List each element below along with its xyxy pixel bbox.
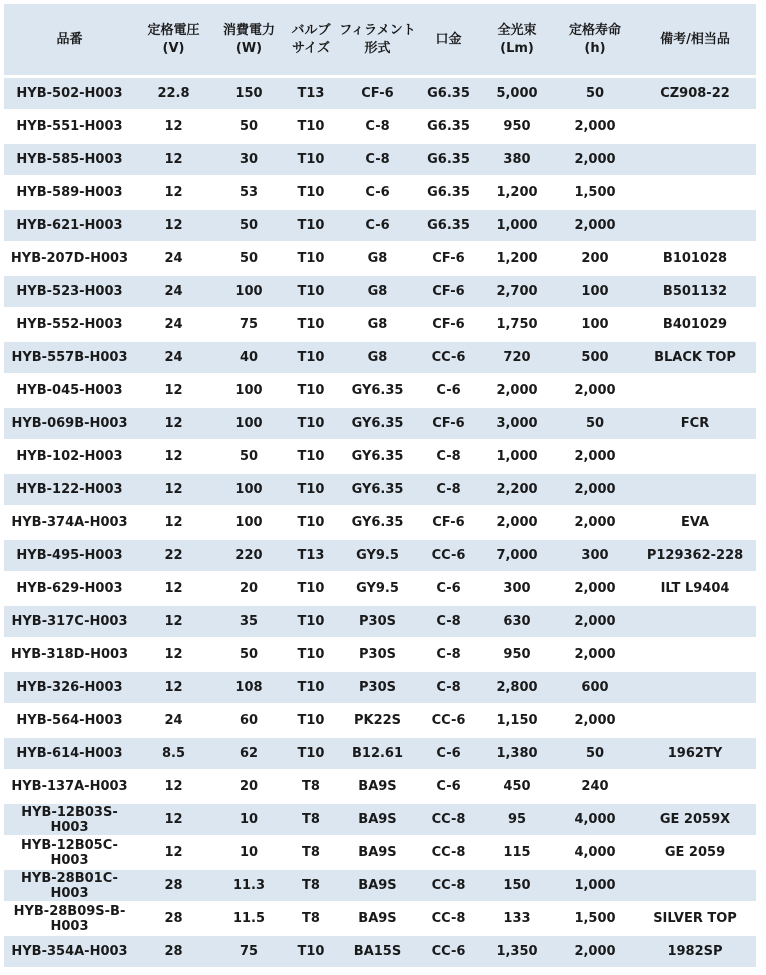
life-cell: 4,000	[556, 803, 634, 836]
filament-cell: P30S	[336, 671, 419, 704]
bulb-size-cell: T10	[286, 242, 336, 275]
part-number-cell: HYB-317C-H003	[4, 605, 135, 638]
table-row	[4, 275, 756, 308]
rated-voltage-cell: 12	[135, 374, 212, 407]
part-number-cell: HYB-069B-H003	[4, 407, 135, 440]
filament-cell: GY6.35	[336, 473, 419, 506]
base-cell: G6.35	[419, 77, 478, 111]
table-row	[4, 110, 756, 143]
lumens-cell: 133	[478, 902, 556, 935]
base-cell: C-6	[419, 770, 478, 803]
part-number-cell: HYB-207D-H003	[4, 242, 135, 275]
lumens-cell: 115	[478, 836, 556, 869]
base-cell: CF-6	[419, 275, 478, 308]
col-header-life	[556, 4, 634, 77]
filament-cell: GY6.35	[336, 440, 419, 473]
bulb-size-cell: T10	[286, 143, 336, 176]
rated-voltage-cell: 24	[135, 242, 212, 275]
base-cell: G6.35	[419, 110, 478, 143]
lumens-cell: 2,000	[478, 506, 556, 539]
notes-cell	[634, 143, 756, 176]
table-body	[4, 77, 756, 969]
lumens-cell: 1,750	[478, 308, 556, 341]
life-cell: 2,000	[556, 374, 634, 407]
rated-voltage-cell: 8.5	[135, 737, 212, 770]
notes-cell: CZ908-22	[634, 77, 756, 111]
life-cell: 100	[556, 308, 634, 341]
power-cell: 50	[212, 638, 286, 671]
base-cell: CF-6	[419, 308, 478, 341]
notes-cell: B101028	[634, 242, 756, 275]
power-cell: 20	[212, 770, 286, 803]
table-header	[4, 4, 756, 77]
spec-table-container	[4, 4, 756, 969]
bulb-size-cell: T10	[286, 374, 336, 407]
bulb-size-cell: T10	[286, 671, 336, 704]
notes-cell	[634, 605, 756, 638]
bulb-size-cell: T8	[286, 836, 336, 869]
life-cell: 2,000	[556, 638, 634, 671]
header-label-line: (Lm)	[500, 40, 534, 56]
table-row	[4, 407, 756, 440]
table-row	[4, 836, 756, 869]
part-number-cell: HYB-551-H003	[4, 110, 135, 143]
life-cell: 50	[556, 737, 634, 770]
power-cell: 10	[212, 836, 286, 869]
base-cell: CC-6	[419, 935, 478, 968]
bulb-size-cell: T10	[286, 935, 336, 968]
bulb-size-cell: T10	[286, 704, 336, 737]
lumens-cell: 2,800	[478, 671, 556, 704]
notes-cell	[634, 209, 756, 242]
header-label-line: フィラメント	[339, 22, 416, 38]
life-cell: 2,000	[556, 110, 634, 143]
part-number-cell: HYB-326-H003	[4, 671, 135, 704]
col-header-rated-voltage	[135, 4, 212, 77]
part-number-cell: HYB-122-H003	[4, 473, 135, 506]
life-cell: 4,000	[556, 836, 634, 869]
filament-cell: P30S	[336, 638, 419, 671]
part-number-cell: HYB-28B01C-H003	[4, 869, 135, 902]
rated-voltage-cell: 22	[135, 539, 212, 572]
lumens-cell: 2,000	[478, 374, 556, 407]
table-row	[4, 473, 756, 506]
header-label-line: (V)	[162, 40, 185, 56]
lumens-cell: 1,380	[478, 737, 556, 770]
part-number-cell: HYB-354A-H003	[4, 935, 135, 968]
part-number-cell: HYB-589-H003	[4, 176, 135, 209]
notes-cell: 1982SP	[634, 935, 756, 968]
lumens-cell: 720	[478, 341, 556, 374]
table-row	[4, 440, 756, 473]
notes-cell: B401029	[634, 308, 756, 341]
lumens-cell: 1,350	[478, 935, 556, 968]
power-cell: 100	[212, 473, 286, 506]
base-cell: C-8	[419, 605, 478, 638]
bulb-size-cell: T10	[286, 638, 336, 671]
rated-voltage-cell: 12	[135, 143, 212, 176]
filament-cell: C-6	[336, 176, 419, 209]
life-cell: 1,000	[556, 869, 634, 902]
header-label-line: 口金	[435, 31, 462, 47]
bulb-size-cell: T8	[286, 902, 336, 935]
table-row	[4, 737, 756, 770]
bulb-size-cell: T10	[286, 275, 336, 308]
power-cell: 220	[212, 539, 286, 572]
power-cell: 108	[212, 671, 286, 704]
part-number-cell: HYB-374A-H003	[4, 506, 135, 539]
notes-cell: P129362-228	[634, 539, 756, 572]
notes-cell	[634, 671, 756, 704]
power-cell: 20	[212, 572, 286, 605]
life-cell: 2,000	[556, 440, 634, 473]
rated-voltage-cell: 28	[135, 869, 212, 902]
part-number-cell: HYB-621-H003	[4, 209, 135, 242]
rated-voltage-cell: 12	[135, 110, 212, 143]
power-cell: 40	[212, 341, 286, 374]
power-cell: 50	[212, 110, 286, 143]
power-cell: 50	[212, 209, 286, 242]
lumens-cell: 1,150	[478, 704, 556, 737]
bulb-spec-table	[4, 4, 756, 969]
bulb-size-cell: T8	[286, 770, 336, 803]
col-header-base	[419, 4, 478, 77]
part-number-cell: HYB-102-H003	[4, 440, 135, 473]
rated-voltage-cell: 28	[135, 935, 212, 968]
table-row	[4, 671, 756, 704]
lumens-cell: 2,200	[478, 473, 556, 506]
life-cell: 1,500	[556, 176, 634, 209]
rated-voltage-cell: 12	[135, 407, 212, 440]
power-cell: 100	[212, 275, 286, 308]
col-header-notes	[634, 4, 756, 77]
notes-cell	[634, 440, 756, 473]
base-cell: CC-6	[419, 539, 478, 572]
bulb-size-cell: T10	[286, 341, 336, 374]
life-cell: 240	[556, 770, 634, 803]
table-row	[4, 506, 756, 539]
header-label-line: (h)	[584, 40, 606, 56]
notes-cell: GE 2059X	[634, 803, 756, 836]
base-cell: CC-6	[419, 704, 478, 737]
filament-cell: C-8	[336, 143, 419, 176]
rated-voltage-cell: 12	[135, 440, 212, 473]
table-row	[4, 341, 756, 374]
notes-cell: EVA	[634, 506, 756, 539]
rated-voltage-cell: 24	[135, 275, 212, 308]
header-label-line: 形式	[364, 40, 391, 56]
table-row	[4, 803, 756, 836]
filament-cell: PK22S	[336, 704, 419, 737]
lumens-cell: 7,000	[478, 539, 556, 572]
power-cell: 75	[212, 935, 286, 968]
table-row	[4, 143, 756, 176]
rated-voltage-cell: 12	[135, 209, 212, 242]
notes-cell	[634, 176, 756, 209]
part-number-cell: HYB-318D-H003	[4, 638, 135, 671]
bulb-size-cell: T10	[286, 110, 336, 143]
header-label-line: 品番	[56, 31, 83, 47]
table-row	[4, 209, 756, 242]
part-number-cell: HYB-137A-H003	[4, 770, 135, 803]
filament-cell: B12.61	[336, 737, 419, 770]
notes-cell: 1962TY	[634, 737, 756, 770]
part-number-cell: HYB-495-H003	[4, 539, 135, 572]
lumens-cell: 950	[478, 638, 556, 671]
filament-cell: BA9S	[336, 869, 419, 902]
life-cell: 50	[556, 77, 634, 111]
part-number-cell: HYB-629-H003	[4, 572, 135, 605]
rated-voltage-cell: 24	[135, 704, 212, 737]
header-label-line: 消費電力	[222, 22, 275, 38]
rated-voltage-cell: 12	[135, 770, 212, 803]
notes-cell	[634, 869, 756, 902]
bulb-size-cell: T10	[286, 407, 336, 440]
base-cell: CF-6	[419, 242, 478, 275]
lumens-cell: 950	[478, 110, 556, 143]
filament-cell: C-6	[336, 209, 419, 242]
part-number-cell: HYB-502-H003	[4, 77, 135, 111]
header-label-line: (W)	[235, 40, 263, 56]
col-header-filament	[336, 4, 419, 77]
rated-voltage-cell: 22.8	[135, 77, 212, 111]
table-row	[4, 374, 756, 407]
notes-cell: ILT L9404	[634, 572, 756, 605]
power-cell: 50	[212, 440, 286, 473]
rated-voltage-cell: 24	[135, 341, 212, 374]
base-cell: C-6	[419, 737, 478, 770]
power-cell: 60	[212, 704, 286, 737]
notes-cell: GE 2059	[634, 836, 756, 869]
filament-cell: BA9S	[336, 902, 419, 935]
lumens-cell: 1,200	[478, 242, 556, 275]
bulb-size-cell: T8	[286, 869, 336, 902]
col-header-part-number	[4, 4, 135, 77]
base-cell: G6.35	[419, 176, 478, 209]
part-number-cell: HYB-585-H003	[4, 143, 135, 176]
bulb-size-cell: T10	[286, 605, 336, 638]
filament-cell: BA15S	[336, 935, 419, 968]
life-cell: 2,000	[556, 209, 634, 242]
filament-cell: BA9S	[336, 836, 419, 869]
rated-voltage-cell: 24	[135, 308, 212, 341]
power-cell: 35	[212, 605, 286, 638]
filament-cell: GY6.35	[336, 506, 419, 539]
power-cell: 11.5	[212, 902, 286, 935]
power-cell: 62	[212, 737, 286, 770]
life-cell: 2,000	[556, 572, 634, 605]
header-label-line: バルブ	[291, 22, 331, 38]
power-cell: 75	[212, 308, 286, 341]
table-row	[4, 605, 756, 638]
rated-voltage-cell: 12	[135, 473, 212, 506]
notes-cell	[634, 110, 756, 143]
life-cell: 2,000	[556, 506, 634, 539]
table-row	[4, 869, 756, 902]
notes-cell: SILVER TOP	[634, 902, 756, 935]
base-cell: C-6	[419, 374, 478, 407]
part-number-cell: HYB-614-H003	[4, 737, 135, 770]
power-cell: 53	[212, 176, 286, 209]
notes-cell	[634, 704, 756, 737]
filament-cell: GY9.5	[336, 539, 419, 572]
power-cell: 100	[212, 374, 286, 407]
notes-cell: B501132	[634, 275, 756, 308]
base-cell: CC-8	[419, 836, 478, 869]
notes-cell	[634, 374, 756, 407]
base-cell: CC-8	[419, 902, 478, 935]
filament-cell: BA9S	[336, 770, 419, 803]
rated-voltage-cell: 12	[135, 605, 212, 638]
base-cell: C-8	[419, 671, 478, 704]
rated-voltage-cell: 12	[135, 572, 212, 605]
base-cell: CF-6	[419, 506, 478, 539]
life-cell: 2,000	[556, 473, 634, 506]
part-number-cell: HYB-523-H003	[4, 275, 135, 308]
lumens-cell: 1,200	[478, 176, 556, 209]
col-header-power	[212, 4, 286, 77]
base-cell: C-8	[419, 638, 478, 671]
table-row	[4, 638, 756, 671]
filament-cell: G8	[336, 341, 419, 374]
base-cell: C-8	[419, 440, 478, 473]
rated-voltage-cell: 12	[135, 671, 212, 704]
bulb-size-cell: T10	[286, 737, 336, 770]
bulb-size-cell: T10	[286, 209, 336, 242]
part-number-cell: HYB-045-H003	[4, 374, 135, 407]
filament-cell: GY6.35	[336, 407, 419, 440]
power-cell: 100	[212, 506, 286, 539]
life-cell: 50	[556, 407, 634, 440]
power-cell: 100	[212, 407, 286, 440]
life-cell: 2,000	[556, 704, 634, 737]
col-header-bulb-size	[286, 4, 336, 77]
filament-cell: G8	[336, 275, 419, 308]
filament-cell: G8	[336, 308, 419, 341]
life-cell: 200	[556, 242, 634, 275]
base-cell: G6.35	[419, 143, 478, 176]
lumens-cell: 1,000	[478, 440, 556, 473]
lumens-cell: 2,700	[478, 275, 556, 308]
lumens-cell: 5,000	[478, 77, 556, 111]
filament-cell: P30S	[336, 605, 419, 638]
power-cell: 10	[212, 803, 286, 836]
bulb-size-cell: T10	[286, 473, 336, 506]
filament-cell: C-8	[336, 110, 419, 143]
base-cell: C-8	[419, 473, 478, 506]
table-row	[4, 572, 756, 605]
notes-cell	[634, 638, 756, 671]
notes-cell: FCR	[634, 407, 756, 440]
power-cell: 11.3	[212, 869, 286, 902]
base-cell: G6.35	[419, 209, 478, 242]
lumens-cell: 300	[478, 572, 556, 605]
lumens-cell: 95	[478, 803, 556, 836]
part-number-cell: HYB-28B09S-B-H003	[4, 902, 135, 935]
life-cell: 600	[556, 671, 634, 704]
table-row	[4, 935, 756, 968]
rated-voltage-cell: 28	[135, 902, 212, 935]
header-label-line: 備考/相当品	[660, 31, 730, 47]
life-cell: 2,000	[556, 605, 634, 638]
col-header-lumens	[478, 4, 556, 77]
header-label-line: 定格電圧	[147, 22, 200, 38]
table-row	[4, 770, 756, 803]
header-row	[4, 4, 756, 77]
notes-cell	[634, 770, 756, 803]
power-cell: 30	[212, 143, 286, 176]
part-number-cell: HYB-12B03S-H003	[4, 803, 135, 836]
base-cell: CC-6	[419, 341, 478, 374]
base-cell: CF-6	[419, 407, 478, 440]
rated-voltage-cell: 12	[135, 836, 212, 869]
notes-cell	[634, 473, 756, 506]
bulb-size-cell: T10	[286, 440, 336, 473]
filament-cell: GY9.5	[336, 572, 419, 605]
filament-cell: GY6.35	[336, 374, 419, 407]
table-row	[4, 77, 756, 111]
life-cell: 500	[556, 341, 634, 374]
rated-voltage-cell: 12	[135, 176, 212, 209]
filament-cell: G8	[336, 242, 419, 275]
lumens-cell: 3,000	[478, 407, 556, 440]
table-row	[4, 176, 756, 209]
base-cell: CC-8	[419, 869, 478, 902]
bulb-size-cell: T13	[286, 539, 336, 572]
lumens-cell: 630	[478, 605, 556, 638]
lumens-cell: 380	[478, 143, 556, 176]
base-cell: CC-8	[419, 803, 478, 836]
filament-cell: BA9S	[336, 803, 419, 836]
lumens-cell: 150	[478, 869, 556, 902]
life-cell: 1,500	[556, 902, 634, 935]
power-cell: 50	[212, 242, 286, 275]
life-cell: 100	[556, 275, 634, 308]
header-label-line: 全光束	[497, 22, 537, 38]
table-row	[4, 902, 756, 935]
bulb-size-cell: T8	[286, 803, 336, 836]
bulb-size-cell: T10	[286, 506, 336, 539]
table-row	[4, 308, 756, 341]
table-row	[4, 242, 756, 275]
rated-voltage-cell: 12	[135, 506, 212, 539]
part-number-cell: HYB-564-H003	[4, 704, 135, 737]
table-row	[4, 704, 756, 737]
base-cell: C-6	[419, 572, 478, 605]
part-number-cell: HYB-552-H003	[4, 308, 135, 341]
life-cell: 2,000	[556, 935, 634, 968]
header-label-line: 定格寿命	[568, 22, 621, 38]
part-number-cell: HYB-12B05C-H003	[4, 836, 135, 869]
notes-cell: BLACK TOP	[634, 341, 756, 374]
bulb-size-cell: T10	[286, 176, 336, 209]
power-cell: 150	[212, 77, 286, 111]
bulb-size-cell: T13	[286, 77, 336, 111]
part-number-cell: HYB-557B-H003	[4, 341, 135, 374]
table-row	[4, 539, 756, 572]
header-label-line: サイズ	[292, 40, 330, 56]
rated-voltage-cell: 12	[135, 803, 212, 836]
lumens-cell: 1,000	[478, 209, 556, 242]
life-cell: 300	[556, 539, 634, 572]
life-cell: 2,000	[556, 143, 634, 176]
lumens-cell: 450	[478, 770, 556, 803]
filament-cell: CF-6	[336, 77, 419, 111]
rated-voltage-cell: 12	[135, 638, 212, 671]
bulb-size-cell: T10	[286, 572, 336, 605]
bulb-size-cell: T10	[286, 308, 336, 341]
